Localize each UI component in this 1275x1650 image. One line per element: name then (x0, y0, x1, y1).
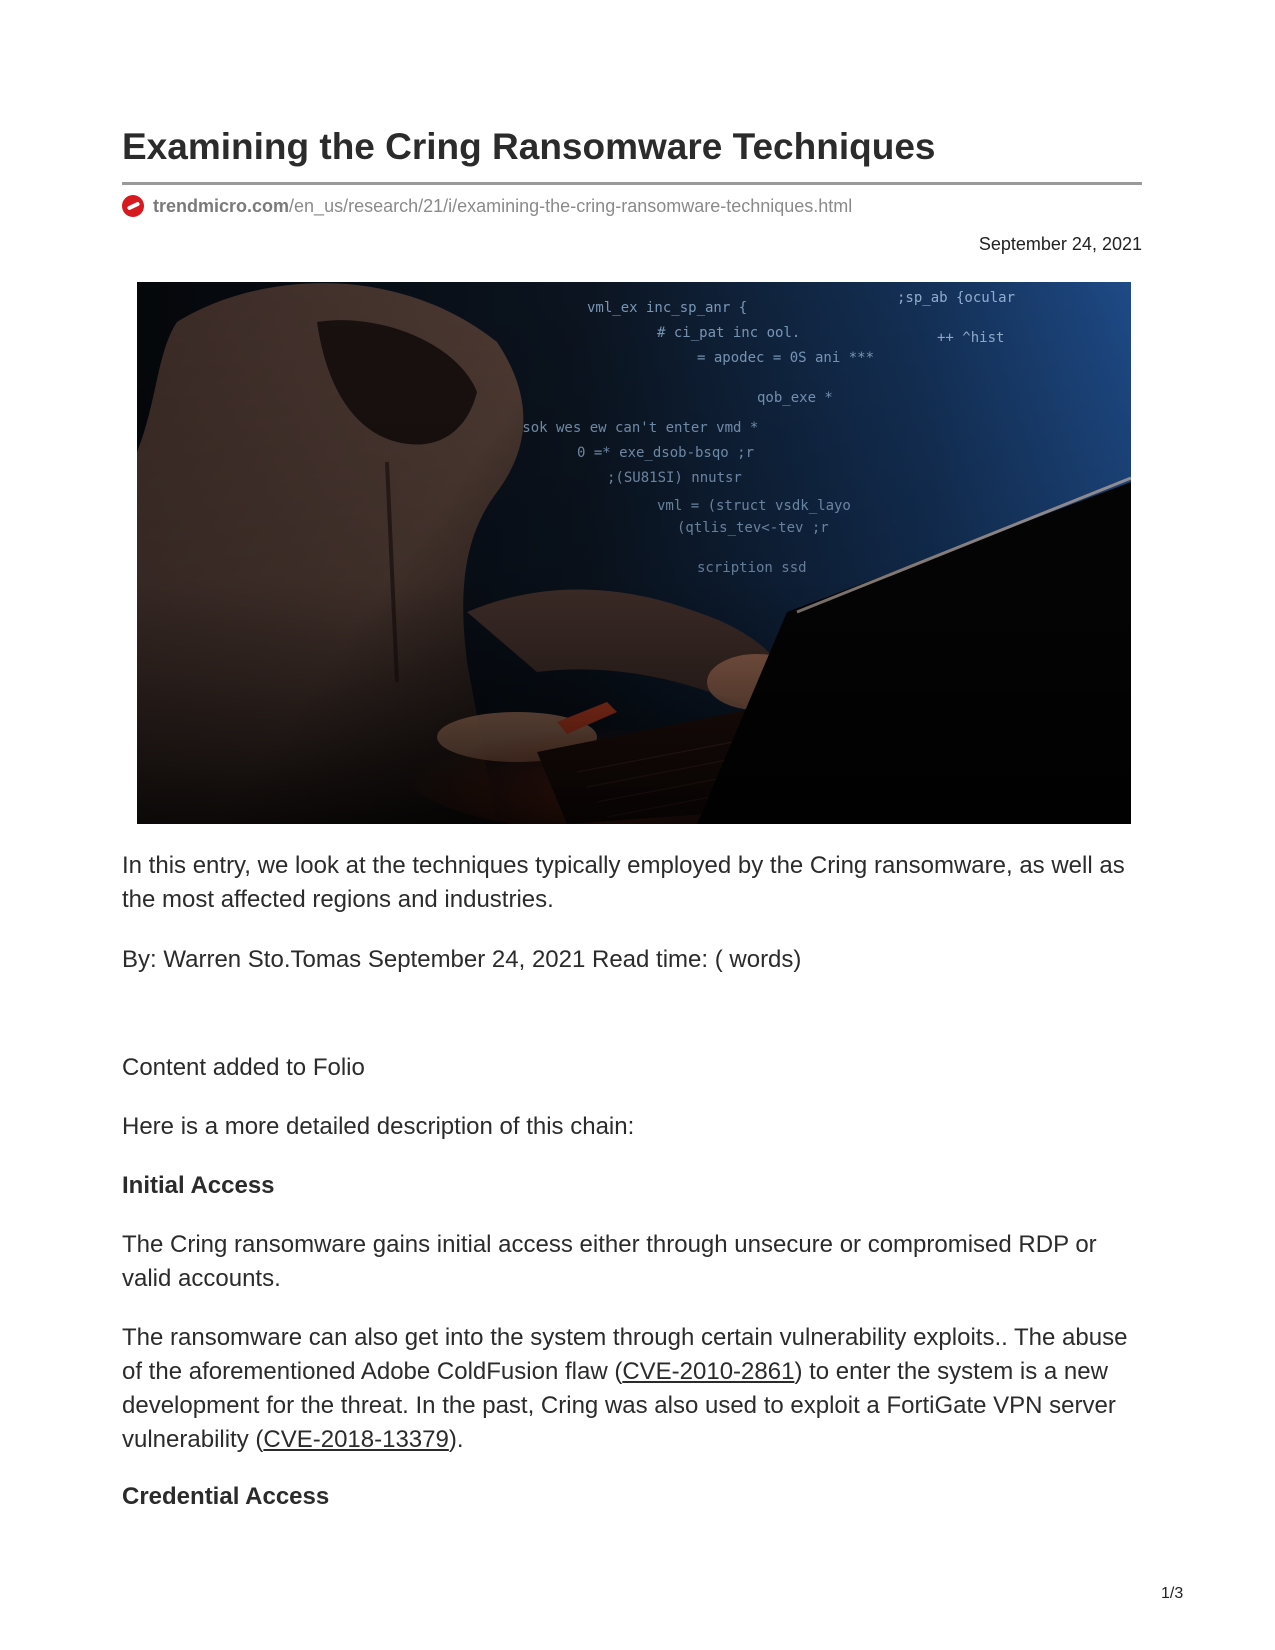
source-link[interactable] (122, 195, 852, 217)
folio-notice: Content added to Folio (122, 1054, 365, 1081)
chain-intro: Here is a more detailed description of this chain: (122, 1113, 635, 1140)
page-number: 1/3 (1161, 1585, 1184, 1602)
exploits-text-1: The ransomware can also get into the system through certain vulnerability exploits.. The abuse of the aforementioned Adobe ColdFusion flaw ( (122, 1324, 1128, 1385)
exploits-text-3: ). (448, 1426, 464, 1453)
trendmicro-logo-icon (122, 195, 144, 217)
title-divider (122, 182, 1142, 185)
cve-2010-2861-link[interactable]: CVE-2010-2861 (622, 1358, 795, 1385)
source-path: /en_us/research/21/i/examining-the-cring-ransomware-techniques.html (289, 195, 853, 216)
article-summary: In this entry, we look at the techniques typically employed by the Cring ransomware, as well as the most affected regions and industries. (122, 852, 1125, 913)
hacker-at-laptop-image (137, 282, 1131, 824)
initial-access-text: The Cring ransomware gains initial access either through unsecure or compromised RDP or valid accounts. (122, 1231, 1097, 1292)
cve-2018-13379-link[interactable]: CVE-2018-13379 (263, 1426, 449, 1453)
byline: By: Warren Sto.Tomas September 24, 2021 Read time: ( words) (122, 946, 802, 973)
credential-access-heading: Credential Access (122, 1483, 330, 1510)
page-title: Examining the Cring Ransomware Techniques (122, 126, 936, 167)
exploits-paragraph (122, 1321, 1142, 1457)
hero-image (137, 282, 1131, 824)
source-domain: trendmicro.com (153, 195, 290, 216)
exploits-text-2: ) to enter the system is a new development for the threat. In the past, Cring was also used to exploit a FortiGate VPN server vulnerability ( (122, 1358, 1116, 1453)
initial-access-heading: Initial Access (122, 1172, 275, 1199)
publish-date: September 24, 2021 (978, 234, 1142, 254)
